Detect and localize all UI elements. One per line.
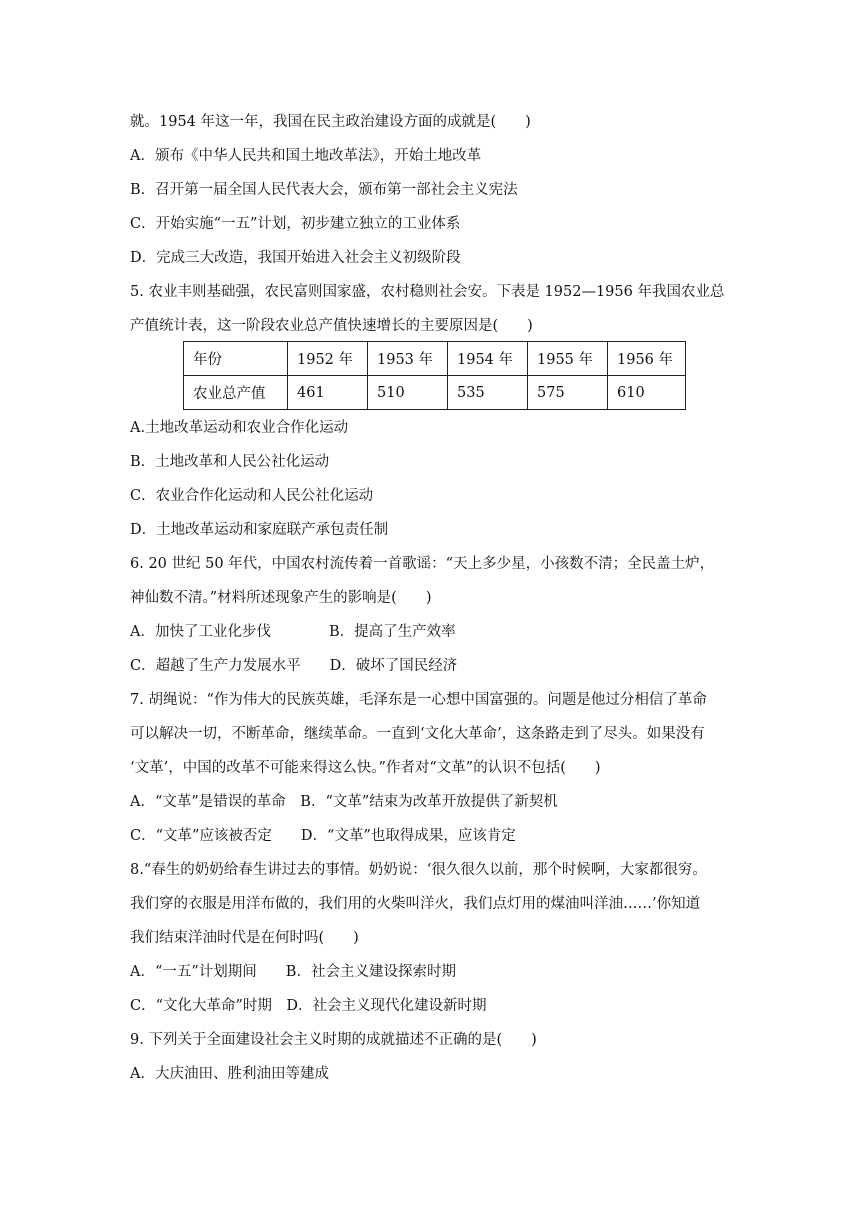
table-cell: 1955 年 (528, 342, 608, 376)
q5-stem-line-2: 产值统计表，这一阶段农业总产值快速增长的主要原因是( ) (130, 318, 533, 334)
q4-option-c: C．开始实施“一五”计划，初步建立独立的工业体系 (130, 216, 461, 232)
q6-stem-line-2: 神仙数不清。”材料所述现象产生的影响是( ) (130, 590, 432, 606)
table-cell: 510 (368, 376, 448, 410)
table-row (184, 376, 686, 410)
q4-stem-end: 就。1954 年这一年，我国在民主政治建设方面的成就是( ) (130, 114, 531, 130)
q6-stem-line-1: 6. 20 世纪 50 年代，中国农村流传着一首歌谣：“天上多少星，小孩数不清；全民盖土炉， (130, 556, 715, 572)
q8-options-ab: A．“一五”计划期间 B．社会主义建设探索时期 (130, 964, 456, 980)
table-cell: 农业总产值 (184, 376, 288, 410)
table-cell: 461 (288, 376, 368, 410)
table-cell: 575 (528, 376, 608, 410)
q5-option-a: A.土地改革运动和农业合作化运动 (130, 420, 349, 436)
table-cell: 535 (448, 376, 528, 410)
q6-options-cd: C．超越了生产力发展水平 D．破坏了国民经济 (130, 658, 458, 674)
q7-options-ab: A．“文革”是错误的革命 B．“文革”结束为改革开放提供了新契机 (130, 794, 558, 810)
q7-stem-line-2: 可以解决一切，不断革命，继续革命。一直到‘文化大革命’，这条路走到了尽头。如果没有 (130, 726, 705, 742)
q4-option-b: B．召开第一届全国人民代表大会，颁布第一部社会主义宪法 (130, 182, 518, 198)
q9-stem: 9. 下列关于全面建设社会主义时期的成就描述不正确的是( ) (130, 1032, 537, 1048)
table-header-row (184, 342, 686, 376)
q7-stem-line-3: ‘文革’，中国的改革不可能来得这么快。”作者对“文革”的认识不包括( ) (130, 760, 601, 776)
table-cell: 年份 (184, 342, 288, 376)
q7-options-cd: C．“文革”应该被否定 D．“文革”也取得成果，应该肯定 (130, 828, 516, 844)
table-cell: 1952 年 (288, 342, 368, 376)
table-cell: 1953 年 (368, 342, 448, 376)
q5-option-d: D．土地改革运动和家庭联产承包责任制 (130, 522, 389, 538)
q7-stem-line-1: 7. 胡绳说：“作为伟大的民族英雄，毛泽东是一心想中国富强的。问题是他过分相信了革命 (130, 692, 707, 708)
q5-option-c: C．农业合作化运动和人民公社化运动 (130, 488, 374, 504)
table-cell: 1954 年 (448, 342, 528, 376)
q5-stem-line-1: 5. 农业丰则基础强，农民富则国家盛，农村稳则社会安。下表是 1952—1956 年我国农业总 (130, 284, 725, 300)
q6-options-ab: A．加快了工业化步伐 B．提高了生产效率 (130, 624, 456, 640)
q5-option-b: B．土地改革和人民公社化运动 (130, 454, 330, 470)
q8-stem-line-1: 8.“春生的奶奶给春生讲过去的事情。奶奶说：‘很久很久以前，那个时候啊，大家都很穷。 (130, 862, 707, 878)
table-cell: 610 (608, 376, 686, 410)
q4-option-d: D．完成三大改造，我国开始进入社会主义初级阶段 (130, 250, 461, 266)
q4-option-a: A．颁布《中华人民共和国土地改革法》，开始土地改革 (130, 148, 482, 164)
agriculture-output-table (183, 341, 686, 410)
q8-stem-line-2: 我们穿的衣服是用洋布做的，我们用的火柴叫洋火，我们点灯用的煤油叫洋油……’你知道 (130, 896, 701, 912)
table-cell: 1956 年 (608, 342, 686, 376)
q8-options-cd: C．“文化大革命”时期 D．社会主义现代化建设新时期 (130, 998, 487, 1014)
q9-option-a: A．大庆油田、胜利油田等建成 (130, 1066, 329, 1082)
q8-stem-line-3: 我们结束洋油时代是在何时吗( ) (130, 930, 359, 946)
